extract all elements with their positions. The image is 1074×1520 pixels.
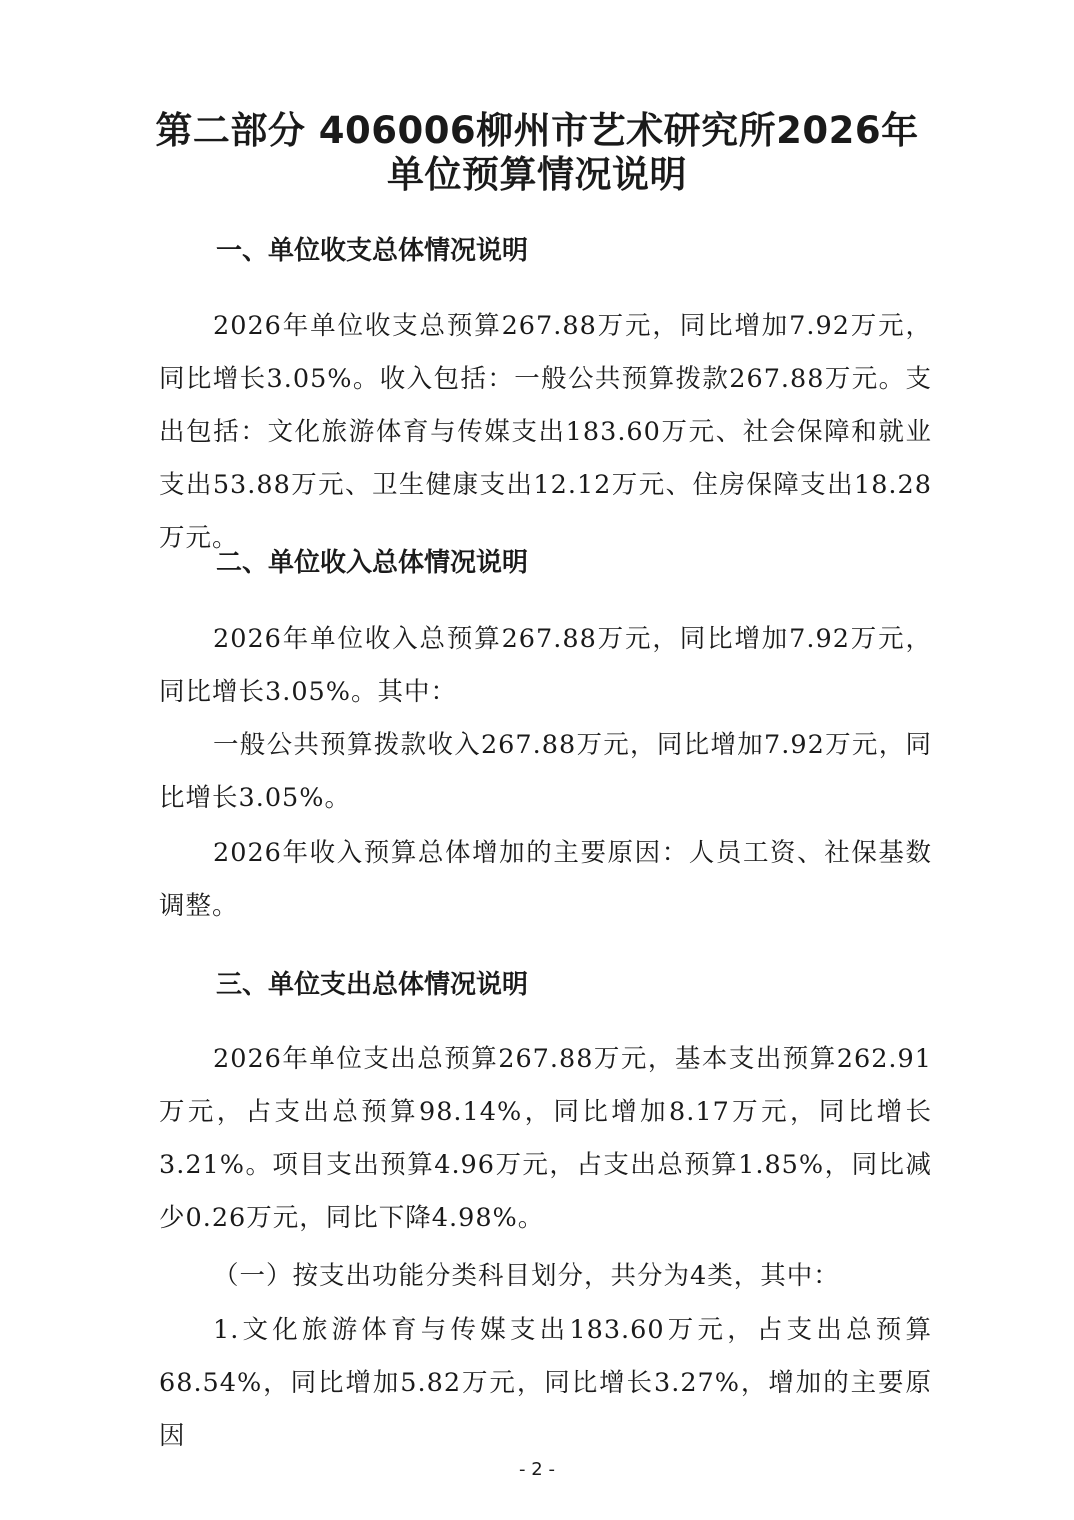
page-title-line-2: 单位预算情况说明 bbox=[387, 153, 687, 196]
section-heading-3: 三、单位支出总体情况说明 bbox=[216, 970, 529, 1000]
paragraph-general-budget-income: 一般公共预算拨款收入267.88万元，同比增加7.92万元，同比增长3.05%。 bbox=[159, 730, 932, 813]
paragraph-income-total: 2026年单位收入总预算267.88万元，同比增加7.92万元，同比增长3.05%。其中： bbox=[159, 624, 932, 707]
page-title-line-1: 第二部分 406006柳州市艺术研究所2026年 bbox=[155, 109, 919, 152]
section-heading-1: 一、单位收支总体情况说明 bbox=[216, 236, 529, 266]
page-number: - 2 - bbox=[519, 1459, 555, 1480]
paragraph-culture-tourism-expense: 1.文化旅游体育与传媒支出183.60万元，占支出总预算68.54%，同比增加5.82万元，同比增长3.27%，增加的主要原因 bbox=[159, 1315, 932, 1451]
paragraph-income-increase-reason: 2026年收入预算总体增加的主要原因：人员工资、社保基数调整。 bbox=[159, 838, 932, 921]
paragraph-expense-total: 2026年单位支出总预算267.88万元，基本支出预算262.91万元，占支出总预算98.14%，同比增加8.17万元，同比增长3.21%。项目支出预算4.96万元，占支出总预算1.85%，同比减少0.26万元，同比下降4.98%。 bbox=[159, 1044, 932, 1233]
paragraph-income-expense-overview: 2026年单位收支总预算267.88万元，同比增加7.92万元，同比增长3.05%。收入包括：一般公共预算拨款267.88万元。支出包括：文化旅游体育与传媒支出183.60万元、社会保障和就业支出53.88万元、卫生健康支出12.12万元、住房保障支出18.28万元。 bbox=[159, 311, 932, 553]
paragraph-function-classification: （一）按支出功能分类科目划分，共分为4类，其中： bbox=[213, 1261, 840, 1291]
section-heading-2: 二、单位收入总体情况说明 bbox=[216, 548, 529, 578]
